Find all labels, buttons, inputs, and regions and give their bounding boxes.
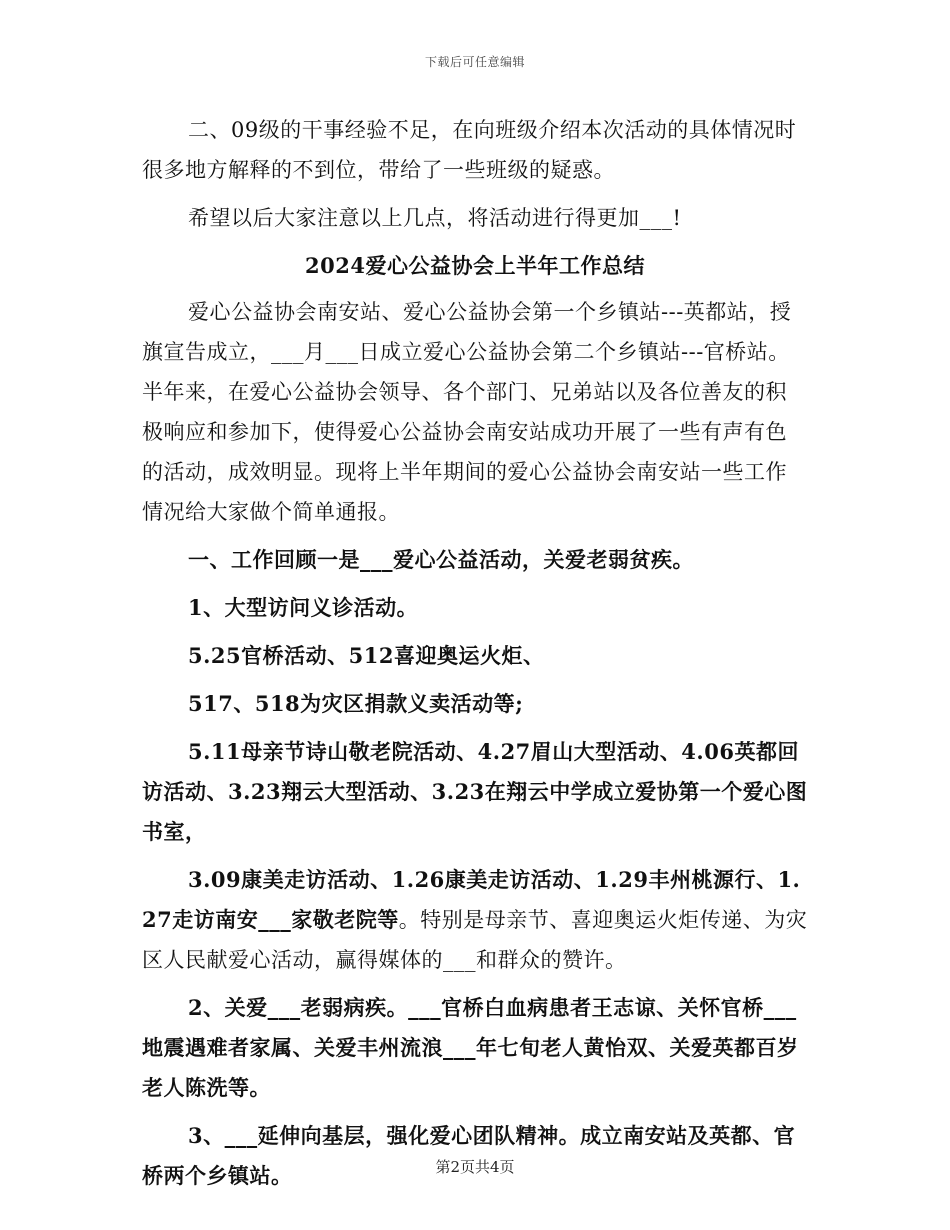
page-header: 下载后可任意编辑 bbox=[424, 55, 525, 69]
page-footer: 第2页共4页 bbox=[435, 1158, 515, 1176]
list-item-3: 3、___延伸向基层，强化爱心团队精神。成立南安站及英都、官桥两个乡镇站。 bbox=[142, 1123, 796, 1188]
list-item-2: 2、关爱___老弱病疾。___官桥白血病患者王志谅、关怀官桥___地震遇难者家属、关爱丰州流浪___年七旬老人黄怡双、关爱英都百岁老人陈洗等。 bbox=[142, 995, 799, 1100]
paragraph-hope: 希望以后大家注意以上几点，将活动进行得更加___! bbox=[188, 206, 682, 230]
activity-line-4 bbox=[142, 860, 808, 980]
activity-line-2: 517、518为灾区捐款义卖活动等; bbox=[188, 691, 524, 716]
document-title: 2024爱心公益协会上半年工作总结 bbox=[305, 253, 645, 278]
activity-line-4-rest: 。特别是母亲节、喜迎奥运火炬传递、为灾区人民献爱心活动，赢得媒体的___和群众的赞许。 bbox=[142, 908, 808, 972]
paragraph-section-two: 二、09级的干事经验不足，在向班级介绍本次活动的具体情况时很多地方解释的不到位，带给了一些班级的疑惑。 bbox=[142, 118, 797, 182]
activity-line-3: 5.11母亲节诗山敬老院活动、4.27眉山大型活动、4.06英都回访活动、3.23翔云大型活动、3.23在翔云中学成立爱协第一个爱心图书室， bbox=[142, 739, 808, 844]
section-heading-work-review: 一、工作回顾一是___爱心公益活动，关爱老弱贫疾。 bbox=[188, 547, 694, 572]
activity-line-4-bold: 3.09康美走访活动、1.26康美走访活动、1.29丰州桃源行、1.27走访南安___家敬老院等 bbox=[142, 867, 801, 932]
list-item-1: 1、大型访问义诊活动。 bbox=[188, 595, 419, 620]
activity-line-1: 5.25官桥活动、512喜迎奥运火炬、 bbox=[188, 643, 545, 668]
document-body bbox=[142, 110, 808, 1196]
paragraph-intro: 爱心公益协会南安站、爱心公益协会第一个乡镇站---英都站，授旗宣告成立，___月___日成立爱心公益协会第二个乡镇站---官桥站。半年来，在爱心公益协会领导、各个部门、兄弟站以及各位善友的积极响应和参加下，使得爱心公益协会南安站成功开展了一些有声有色的活动，成效明显。现将上半年期间的爱心公益协会南安站一些工作情况给大家做个简单通报。 bbox=[142, 300, 792, 524]
